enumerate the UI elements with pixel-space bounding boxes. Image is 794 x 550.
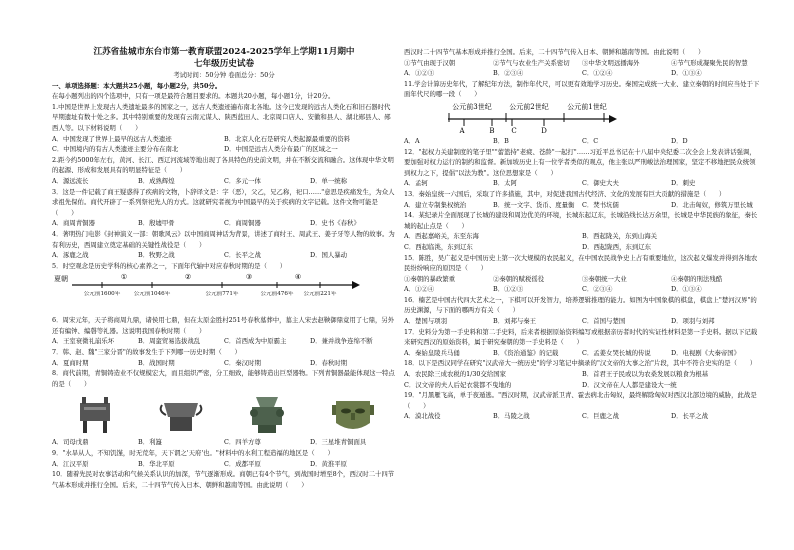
century-3: 公元前1世纪 — [567, 102, 607, 111]
q18-option-c[interactable]: C．汉文帝的夫人后妃衣裳都不曳地的 — [404, 380, 512, 389]
q1-option-c[interactable]: C．中国境内的有古人类遗迹主要分布在南北 — [52, 145, 179, 154]
q17-options — [404, 348, 760, 359]
exam-meta: 考试时间：50分钟 卷面总分：50分 — [173, 71, 275, 79]
q7-option-d[interactable]: D．春秋时期 — [310, 358, 348, 367]
q17-option-b[interactable]: B．《资治通鉴》的记载 — [493, 348, 559, 357]
q11-option-d[interactable]: D．D — [671, 136, 688, 145]
q7-options — [52, 358, 396, 369]
paper-title: 江苏省盐城市东台市第一教育联盟2024-2025学年上学期11月期中 — [93, 47, 355, 57]
q15-option-d[interactable]: D．①③④ — [671, 285, 702, 294]
year-5: 公元前221年 — [303, 291, 337, 298]
q11-option-a[interactable]: A．A — [404, 136, 420, 145]
q2-option-c[interactable]: C．多元一体 — [224, 176, 261, 185]
q18-options-row2 — [404, 380, 760, 391]
q11-option-c[interactable]: C．C — [582, 136, 599, 145]
q4-options — [52, 250, 396, 261]
q7-stem: 7．韩、赵、魏"三家分晋"的故事发生于下列哪一历史时期（ ） — [52, 348, 241, 357]
q15-statement-3: ③秦朝统一大业 — [582, 274, 627, 283]
q1-stem: 1.中国是世界上发现古人类遗址最多的国家之一，远古人类遗迹遍布南北各地。这今已发现的远古人类化石和旧石器时代早期遗址有数十处之多。其中特别重要的发现有云南元谋人、陕西蓝田人、北京周口店人、安徽和县人、湖北郧县人、郧西人等。以下材料说明（ ） — [52, 102, 391, 132]
q10-option-b[interactable]: B．②③④ — [493, 69, 524, 78]
q6-option-c[interactable]: C．首西成为中原霸主 — [224, 337, 287, 346]
q9-stem: 9．"水旱从人，不知饥馑，时无荒年，天下谓之'天府'也。"材料中的水利工程造福的地区是（ ） — [52, 449, 334, 458]
sanxingdui-mask-icon — [330, 395, 376, 435]
q11-stem: 11.学会计算历史年代，了解纪年方法，制作年代尺，可以更有效地学习历史。秦国完成统一大业、建立秦朝的时间应当处于下面年代尺的哪一段（ ） — [404, 79, 760, 99]
year-2: 公元前1046年 — [133, 291, 171, 298]
q15-options — [404, 284, 760, 295]
q7-option-c[interactable]: C．秦汉时期 — [224, 358, 261, 367]
q1-options-row2 — [52, 144, 396, 155]
q19-option-c[interactable]: C．巨鹿之战 — [582, 412, 619, 421]
q19-options — [404, 411, 760, 422]
right-column — [404, 0, 760, 422]
q16-option-a[interactable]: A．楚国与项羽 — [404, 317, 447, 326]
q17-option-c[interactable]: C．孟姜女哭长城的传说 — [582, 348, 651, 357]
q10-statement-3: ③中华文明远播海外 — [582, 58, 640, 67]
q14-options-row2 — [404, 242, 760, 253]
q2-option-b[interactable]: B．成熟辉煌 — [138, 176, 175, 185]
q11-point-b: B — [489, 126, 495, 135]
q16-option-b[interactable]: B．刘邦与秦王 — [493, 317, 537, 326]
q18-stem: 18．以下是西汉同学在研究"汉武帝大一统历史"的学习笔记中摘录的"汉文帝的大事之治"片段，其中不符合史实的是（ ） — [404, 359, 757, 368]
q19-option-b[interactable]: B．马陵之战 — [493, 412, 530, 421]
q17-option-d[interactable]: D．电视剧《大秦帝国》 — [671, 348, 741, 357]
q11-point-d: D — [541, 126, 547, 135]
q11-options — [404, 136, 760, 147]
q6-stem: 6．周宋元年，天子将商周九鼎，诸侯用七鼎，但在太原金胜村251号春秋墓葬中，墓主人宋去赵鞅御鼎竟用了七鼎，另外还有编钟、编磬等礼器。这说明我国春秋时期（ ） — [52, 316, 395, 335]
marker-3: ③ — [245, 273, 253, 282]
q4-option-b[interactable]: B．牧野之战 — [138, 251, 175, 260]
q4-option-a[interactable]: A．涿鹿之战 — [52, 251, 89, 260]
q16-option-c[interactable]: C．首国与楚国 — [582, 317, 626, 326]
q10-option-a[interactable]: A．①②③ — [404, 69, 435, 78]
q10-option-d[interactable]: D．①③④ — [671, 69, 702, 78]
q8-option-a[interactable]: A．司母戊鼎 — [52, 438, 89, 447]
q5-stem: 5．时空观念是历史学科的核心素养之一，下面年代轴中对应春秋时期的是（ ） — [52, 261, 287, 270]
q10-continued: 西汉时二十四节气基本形成并推行全国。后来，二十四节气传入日本、朝鲜和越南等国。由此说明（ ） — [404, 48, 705, 56]
q13-option-d[interactable]: D．北击匈奴，修筑万里长城 — [671, 200, 753, 209]
q16-stem: 16．楠艺是中国古代四大艺术之一，下棋可以开发智力，培养逻辑推理的能力。如图为中国象棋的棋盘，棋盘上"楚河汉界"的历史渊源，与下面的哪两方有关（ ） — [404, 295, 757, 315]
q15-stem: 15．陈胜，吴广起义是中国历史上第一次大规模的农民起义，在中国农民战争史上占有重要地位，这次起义爆发并得到各地农民纷纷响应的原因是（ ） — [404, 253, 758, 273]
q18-options-row1 — [404, 369, 760, 380]
q2-stem: 2.距今约5000年左右，黄河、长江、西辽河流域等地出现了各具特色的史前文明，并在不断交流和融合。这体现中华文明的起源、形成和发展具有的明显特征是（ ） — [52, 155, 394, 175]
q4-option-d[interactable]: D．国人暴动 — [310, 251, 348, 260]
q11-arrow — [609, 115, 617, 123]
q15-option-a[interactable]: A．①②④ — [404, 285, 435, 294]
q19-stem: 19．"月黑雁飞高，单于夜遁逃。"西汉时期，汉武帝派卫青、霍去病北击匈奴，最终解除匈奴对西汉北部边境的威胁，此战是（ ） — [404, 391, 757, 410]
q8-stem: 8．商代前期，青铜铸造业不仅规模宏大，而且组织严密，分工细致，能够铸造出巨型器物。下列青铜器最能体现这一特点的是（ ） — [52, 369, 395, 388]
marker-4: ④ — [294, 273, 302, 282]
q13-option-a[interactable]: A．建立专制集权统治 — [404, 200, 467, 209]
q7-option-b[interactable]: B．战国时期 — [138, 358, 175, 367]
q3-option-b[interactable]: B．殷墟甲骨 — [138, 219, 175, 228]
q16-option-d[interactable]: D．项羽与刘邦 — [671, 317, 715, 326]
timeline-arrow — [352, 281, 360, 289]
q12-option-d[interactable]: D．刺史 — [671, 179, 696, 188]
year-3: 公元前771年 — [205, 291, 239, 298]
q10-statements — [404, 58, 760, 69]
year-1: 公元前1600年 — [83, 291, 121, 298]
q5-timeline-svg — [52, 271, 396, 315]
q5-timeline — [52, 271, 396, 315]
q11-point-c: C — [511, 126, 517, 135]
q12-option-a[interactable]: A．孟轲 — [404, 179, 428, 188]
bronze-ding-icon — [72, 395, 118, 435]
q10-statement-4: ④节气形成凝聚先民的智慧 — [671, 58, 748, 67]
q19-option-a[interactable]: A．漠北战役 — [404, 412, 441, 421]
q17-stem: 17．史料分为第一手史料和第二手史料，后来者根据原始资料编写或根据亲历者时代的实证性材料是第一手史料。据以下记载来研究西汉的原始资料，属于研究秦朝的第一手史料是（ ） — [404, 327, 758, 347]
q12-options — [404, 178, 760, 189]
q10-statement-2: ②节气与农业生产关系密切 — [493, 58, 570, 67]
section-heading: 一、单项选择题：本大题共25小题，每小题2分，共50分。 — [52, 81, 222, 90]
q17-option-a[interactable]: A．秦始皇陵兵马俑 — [404, 348, 460, 357]
q9-option-a[interactable]: A．江汉平原 — [52, 459, 89, 468]
timeline-start: 夏朝 — [54, 275, 68, 284]
q9-option-b[interactable]: B．华北平原 — [138, 459, 175, 468]
q15-option-c[interactable]: C．②③④ — [582, 285, 613, 294]
q6-options — [52, 336, 396, 347]
century-2: 公元前2世纪 — [509, 102, 549, 111]
year-4: 公元前476年 — [260, 291, 294, 298]
q13-option-c[interactable]: C．焚书坑儒 — [582, 200, 619, 209]
q11-point-a: A — [459, 126, 465, 135]
q2-option-a[interactable]: A．源远流长 — [52, 176, 89, 185]
q13-option-b[interactable]: B．统一文字、货币、度量衡 — [493, 200, 575, 209]
q9-options — [52, 459, 396, 470]
q1-options-row1 — [52, 134, 396, 145]
q8-option-d[interactable]: D．三星堆青铜面具 — [310, 438, 367, 447]
q15-option-b[interactable]: B．①②③ — [493, 285, 524, 294]
q4-option-c[interactable]: C．长平之战 — [224, 251, 261, 260]
q18-option-d[interactable]: D．汉文帝在人人都是建设大一统 — [582, 380, 677, 389]
q13-stem: 13．秦始皇统一六国后，采取了许多措施，其中，对促进我国古代经济、文化的发展有巨大贡献的措施是（ ） — [404, 189, 726, 198]
q15-statement-4: ④秦朝的刑法残酷 — [671, 274, 723, 283]
q10-option-c[interactable]: C．①②④ — [582, 69, 613, 78]
q8-option-c[interactable]: C．四羊方尊 — [224, 438, 261, 447]
q12-option-b[interactable]: B．太阿 — [493, 179, 517, 188]
q2-option-d[interactable]: D．单一统称 — [310, 176, 348, 185]
q3-option-c[interactable]: C．商周铜器 — [224, 219, 261, 228]
q16-options — [404, 316, 760, 327]
q14-option-a[interactable]: A．西起嘉峪关，东至东海 — [404, 232, 479, 241]
q15-statements — [404, 274, 760, 285]
q3-option-a[interactable]: A．商周青铜器 — [52, 219, 95, 228]
q19-option-d[interactable]: D．长平之战 — [671, 412, 709, 421]
q3-stem: 3．这是一件记载了商王疑惑得了疾病的文物，卜辞译文是：字（恶），父乙，兄乙称，祀口……"意思是疾痛发生，为众人求祖先保佑。商代开辟了一系列祭祀先人的方式。这就研究者视为中国最早的关于疾病的文字记载。这件文物可能是（ ） — [52, 187, 395, 217]
paper-subtitle: 七年级历史试卷 — [193, 58, 255, 69]
q8-options — [52, 437, 396, 448]
q15-statement-1: ①秦朝的暴政繁重 — [404, 274, 456, 283]
q8-images — [52, 391, 396, 435]
q6-option-b[interactable]: B．周蛮贸易选拔战乱 — [138, 337, 201, 346]
q14-option-c[interactable]: C．西起临洮，东到辽东 — [404, 242, 473, 251]
century-1: 公元前3世纪 — [452, 102, 492, 111]
q6-option-d[interactable]: D．兼并战争连绵不断 — [310, 337, 373, 346]
q14-stem: 14．某纪录片全面展现了长城的建设和周边优美的环境，长城东起辽东，长城沿线长达万余里，长城是中华民族的象征，秦长城的起止点是（ ） — [404, 211, 758, 230]
marker-1: ① — [120, 273, 128, 282]
q11-option-b[interactable]: B．B — [493, 136, 509, 145]
q10-statement-1: ①节气由现于汉朝 — [404, 58, 456, 67]
marker-2: ② — [184, 273, 192, 282]
q15-statement-2: ②秦朝的赋税徭役 — [493, 274, 545, 283]
q1-option-b[interactable]: B．北京人化石是研究人类起源最重要的资料 — [224, 134, 351, 143]
q10-options — [404, 68, 760, 79]
left-column — [52, 0, 396, 490]
section-note: 在每小题列出的四个选项中，只有一项是最符合题目要求的。本题共20小题，每小题1分，计20分。 — [52, 92, 335, 101]
q9-option-c[interactable]: C．成都平原 — [224, 459, 261, 468]
q9-option-d[interactable]: D．黄淮平原 — [310, 459, 348, 468]
q7-option-a[interactable]: A．夏商时期 — [52, 358, 89, 367]
q6-option-a[interactable]: A．王室衰微礼崩乐坏 — [52, 337, 115, 346]
q3-options — [52, 218, 396, 229]
q4-stem: 4．著明热门电影《封神演义一部：朝歌风云》以中国商周神话为背景，讲述了商纣王、周武王、姜子牙等人物的故事。为有利历史，西周建立奠定基础的关键性战役是（ ） — [52, 229, 395, 249]
q13-options — [404, 200, 760, 211]
q18-option-a[interactable]: A．农民除三成农税的1/30交给国家 — [404, 370, 507, 379]
q1-option-a[interactable]: A．中国发现了世界上最早的远古人类遗迹 — [52, 134, 172, 143]
q12-option-c[interactable]: C．御史大夫 — [582, 179, 619, 188]
q14-options-row1 — [404, 231, 760, 242]
q2-options — [52, 176, 396, 187]
q10-stem: 10．随着先民对农事活动和气候关系认识的加深，节气逐渐形成。商朝已有4个节气，到战国时增至8个，西汉时二十四节气基本形成并推行全国。后来，二十四节气传入日本、朝鲜和越南等国。由此说明（ ） — [52, 470, 395, 489]
q12-stem: 12．"起权力关建制度的笔子里""蕾篮持"老疲、苍龄"一起打"……习近平总书记在十八届中央纪委二次全会上发表讲话强调，要加强对权力运行的制约和监督。新加坡历史上有一位学者类似的观点，他主张以严刑峻法治理国家，坚定不移地把民众统领到权力之下，提倡"以法为教"。这位思想家是（ ） — [404, 147, 756, 177]
four-ram-zun-icon — [244, 395, 290, 435]
q1-option-d[interactable]: D．中国是远古人类分布最广的区域之一 — [224, 145, 338, 154]
q3-option-d[interactable]: D．史书《春秋》 — [310, 219, 360, 228]
q14-option-b[interactable]: B．西起陇关，东到山海关 — [582, 232, 657, 241]
q11-timeline — [404, 100, 760, 136]
bronze-gui-icon — [158, 395, 204, 435]
q18-option-b[interactable]: B．首君王子民或以为农桑发展以粮食为根基 — [582, 370, 709, 379]
q14-option-d[interactable]: D．西起陇西，东到辽东 — [582, 242, 652, 251]
q11-timeline-svg — [404, 100, 760, 136]
q8-option-b[interactable]: B．利簋 — [138, 438, 162, 447]
